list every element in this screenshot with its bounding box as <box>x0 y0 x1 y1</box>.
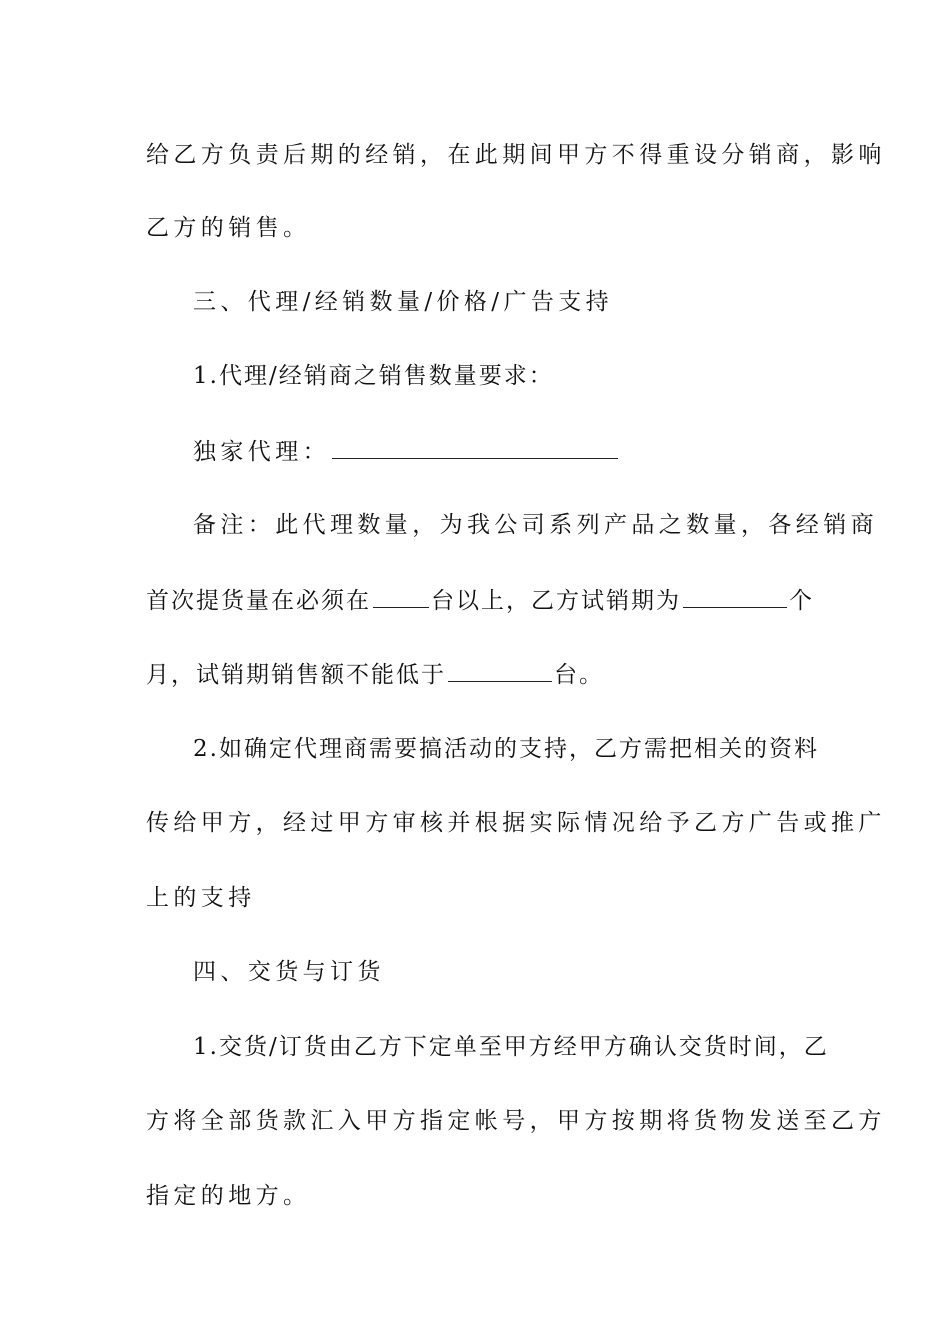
form-line-sales <box>146 659 806 690</box>
text-segment: 台以上，乙方试销期为 <box>431 588 681 614</box>
section-heading: 四、交货与订货 <box>193 959 385 985</box>
text-segment: 台。 <box>554 662 604 688</box>
paragraph-line: 乙方的销售。 <box>146 215 311 241</box>
text-segment: 首次提货量在必须在 <box>146 588 371 614</box>
paragraph-line: 1.交货/订货由乙方下定单至甲方经甲方确认交货时间，乙 <box>193 1034 829 1060</box>
paragraph-line: 指定的地方。 <box>146 1183 311 1209</box>
blank-field <box>332 436 618 459</box>
blank-field <box>448 659 552 682</box>
field-label: 独家代理： <box>193 439 330 465</box>
paragraph-line: 备注：此代理数量，为我公司系列产品之数量，各经销商 <box>193 512 878 538</box>
paragraph-line: 上的支持 <box>146 885 256 911</box>
blank-field <box>373 585 429 608</box>
paragraph-line: 传给甲方，经过甲方审核并根据实际情况给予乙方广告或推广 <box>146 810 886 836</box>
text-segment: 个 <box>789 588 814 614</box>
paragraph-line: 1.代理/经销商之销售数量要求： <box>193 363 554 389</box>
paragraph-line: 给乙方负责后期的经销，在此期间甲方不得重设分销商，影响 <box>146 142 886 168</box>
text-segment: 月，试销期销售额不能低于 <box>146 662 446 688</box>
form-line-exclusive-agent <box>193 436 853 467</box>
form-line-quantity <box>146 585 814 616</box>
paragraph-line: 方将全部货款汇入甲方指定帐号，甲方按期将货物发送至乙方 <box>146 1108 886 1134</box>
blank-field <box>683 585 787 608</box>
paragraph-line: 2.如确定代理商需要搞活动的支持，乙方需把相关的资料 <box>193 736 819 762</box>
section-heading: 三、代理/经销数量/价格/广告支持 <box>193 289 614 315</box>
